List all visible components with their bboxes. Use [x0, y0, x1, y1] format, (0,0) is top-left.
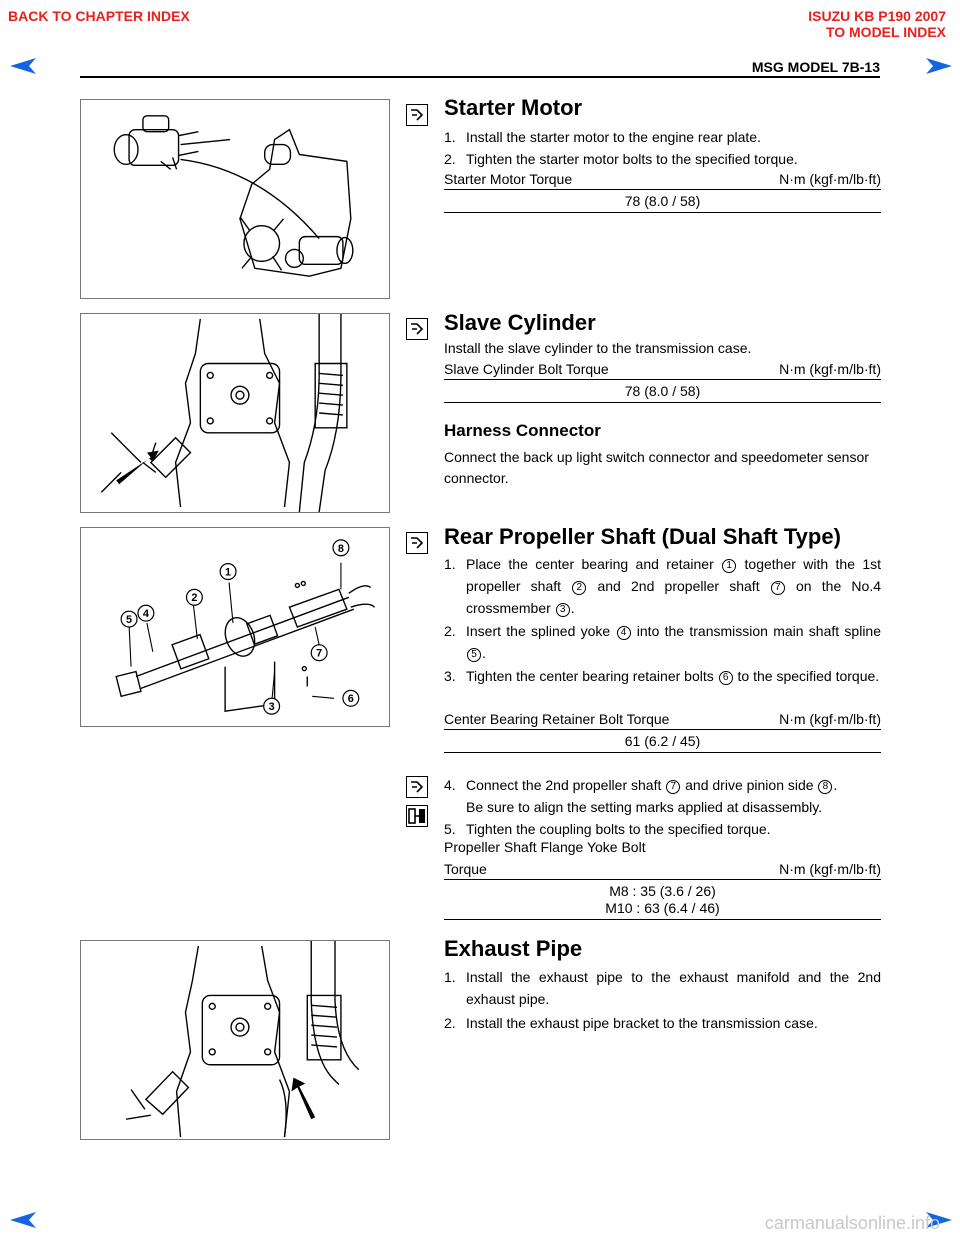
step-text: . — [570, 600, 575, 616]
diagram-callout-1 — [220, 564, 236, 580]
callout-ref: 5 — [467, 648, 481, 662]
step-text: Tighten the coupling bolts to the specified torque. — [466, 821, 771, 837]
step-number: 1. — [444, 556, 456, 572]
step-number: 1. — [444, 129, 456, 145]
starter-torque-value: 78 (8.0 / 58) — [624, 193, 701, 209]
step-number: 2. — [444, 151, 456, 167]
exhaust-step-1 — [444, 966, 881, 1010]
step-text: and 2nd propeller shaft — [597, 578, 760, 594]
torque-label: Slave Cylinder Bolt Torque — [444, 361, 609, 377]
step-number: 4. — [444, 777, 456, 793]
step-text: . — [482, 645, 486, 661]
step-number: 1. — [444, 969, 456, 985]
propeller-step-4 — [444, 774, 881, 796]
starter-motor-figure — [80, 99, 390, 299]
slave-torque-value: 78 (8.0 / 58) — [624, 383, 701, 399]
header-divider — [80, 76, 880, 78]
table-rule — [444, 379, 881, 380]
table-rule — [444, 879, 881, 880]
harness-connector-heading: Harness Connector — [444, 421, 601, 440]
callout-label: 1 — [225, 566, 232, 579]
flange-torque-row — [444, 861, 881, 877]
page-header-title: MSG MODEL 7B-13 — [751, 59, 880, 75]
flange-yoke-bolt-label: Propeller Shaft Flange Yoke Bolt — [444, 839, 646, 855]
to-model-index-label: TO MODEL INDEX — [825, 24, 946, 40]
exhaust-pipe-heading: Exhaust Pipe — [444, 936, 583, 961]
propeller-shaft-illustration — [81, 528, 389, 726]
install-icon — [406, 532, 428, 554]
callout-label: 6 — [347, 693, 354, 706]
starter-motor-illustration — [81, 100, 389, 298]
to-model-index-link[interactable] — [808, 8, 946, 40]
table-rule — [444, 189, 881, 190]
torque-unit: N·m (kgf·m/lb·ft) — [779, 861, 881, 877]
torque-label: Center Bearing Retainer Bolt Torque — [444, 711, 670, 727]
back-to-chapter-index-link[interactable]: BACK TO CHAPTER INDEX — [8, 8, 190, 24]
step-text: Tighten the starter motor bolts to the specified torque. — [466, 151, 798, 167]
slave-cylinder-text: Install the slave cylinder to the transmission case. — [444, 340, 752, 356]
diagram-callout-6 — [343, 690, 359, 706]
step-number: 3. — [444, 668, 456, 684]
step-text: and drive pinion side — [685, 777, 814, 793]
step-text: Place the center bearing and retainer — [466, 556, 714, 572]
callout-label: 7 — [316, 647, 323, 660]
step-text: . — [833, 777, 838, 793]
step-text: Install the exhaust pipe to the exhaust manifold and the 2nd exhaust pipe. — [466, 969, 881, 1007]
step-text: on the No.4 crossmember — [466, 578, 882, 616]
propeller-shaft-figure — [80, 527, 390, 727]
diagram-callout-5 — [121, 611, 137, 627]
propeller-step-1 — [444, 553, 881, 619]
callout-label: 5 — [126, 614, 133, 627]
exhaust-pipe-illustration — [81, 941, 389, 1139]
next-page-arrow-icon[interactable] — [922, 58, 952, 74]
callout-ref: 3 — [556, 603, 570, 617]
diagram-callout-2 — [186, 589, 202, 605]
diagram-callout-4 — [138, 605, 154, 621]
harness-connector-text: Connect the back up light switch connector and speedometer sensor connector. — [444, 449, 869, 486]
propeller-step-3 — [444, 665, 881, 687]
starter-step-2 — [444, 148, 881, 170]
diagram-callout-7 — [311, 645, 327, 661]
callout-ref: 1 — [722, 559, 736, 573]
prev-page-arrow-bottom-icon[interactable] — [10, 1212, 40, 1228]
slave-cylinder-figure — [80, 313, 390, 513]
callout-label: 4 — [142, 608, 149, 621]
torque-label: Starter Motor Torque — [444, 171, 573, 187]
starter-torque-row — [444, 171, 881, 187]
model-name: ISUZU KB P190 2007 — [808, 8, 946, 24]
site-watermark: carmanualsonline.info — [764, 1213, 940, 1233]
callout-ref: 4 — [617, 626, 631, 640]
step-number: 5. — [444, 821, 456, 837]
callout-ref: 7 — [666, 780, 680, 794]
slave-torque-row — [444, 361, 881, 377]
flange-torque-m8: M8 : 35 (3.6 / 26) — [609, 883, 716, 899]
torque-unit: N·m (kgf·m/lb·ft) — [779, 361, 881, 377]
install-icon — [406, 104, 428, 126]
table-rule — [444, 729, 881, 730]
table-rule — [444, 752, 881, 753]
step-text: together with the 1st propeller shaft — [466, 556, 882, 594]
torque-unit: N·m (kgf·m/lb·ft) — [779, 171, 881, 187]
install-icon — [406, 776, 428, 798]
propeller-step-4-note — [444, 796, 881, 818]
callout-label: 8 — [337, 542, 344, 555]
callout-ref: 7 — [771, 581, 785, 595]
step-text: into the transmission main shaft spline — [636, 623, 882, 639]
step-text: Be sure to align the setting marks applied at disassembly. — [466, 799, 823, 815]
step-text: Install the starter motor to the engine rear plate. — [466, 129, 761, 145]
step-text: Connect the 2nd propeller shaft — [466, 777, 662, 793]
center-bearing-torque-value: 61 (6.2 / 45) — [624, 733, 701, 749]
flange-torque-m10: M10 : 63 (6.4 / 46) — [605, 900, 720, 916]
step-text: Install the exhaust pipe bracket to the transmission case. — [466, 1015, 818, 1031]
step-number: 2. — [444, 1015, 456, 1031]
propeller-step-5 — [444, 818, 881, 840]
diagram-callout-8 — [333, 540, 349, 556]
exhaust-pipe-figure — [80, 940, 390, 1140]
install-icon — [406, 318, 428, 340]
exhaust-step-2 — [444, 1012, 881, 1034]
diagram-callout-3 — [264, 698, 280, 714]
callout-label: 2 — [191, 592, 198, 605]
center-bearing-torque-row — [444, 711, 881, 727]
callout-label: 3 — [268, 701, 275, 714]
slave-cylinder-illustration — [81, 314, 389, 512]
table-rule — [444, 402, 881, 403]
table-rule — [444, 919, 881, 920]
step-text: Tighten the center bearing retainer bolts — [466, 668, 714, 684]
starter-motor-heading: Starter Motor — [444, 95, 583, 120]
propeller-shaft-heading: Rear Propeller Shaft (Dual Shaft Type) — [444, 524, 841, 549]
callout-ref: 8 — [818, 780, 832, 794]
torque-unit: N·m (kgf·m/lb·ft) — [779, 711, 881, 727]
prev-page-arrow-icon[interactable] — [10, 58, 40, 74]
step-text: to the specified torque. — [737, 668, 880, 684]
slave-cylinder-heading: Slave Cylinder — [444, 310, 596, 335]
starter-step-1 — [444, 126, 881, 148]
step-number: 2. — [444, 623, 456, 639]
torque-label: Torque — [444, 861, 487, 877]
propeller-step-2 — [444, 620, 881, 664]
alignment-mark-icon — [406, 805, 428, 827]
callout-ref: 6 — [719, 671, 733, 685]
callout-ref: 2 — [572, 581, 586, 595]
table-rule — [444, 212, 881, 213]
step-text: Insert the splined yoke — [466, 623, 611, 639]
